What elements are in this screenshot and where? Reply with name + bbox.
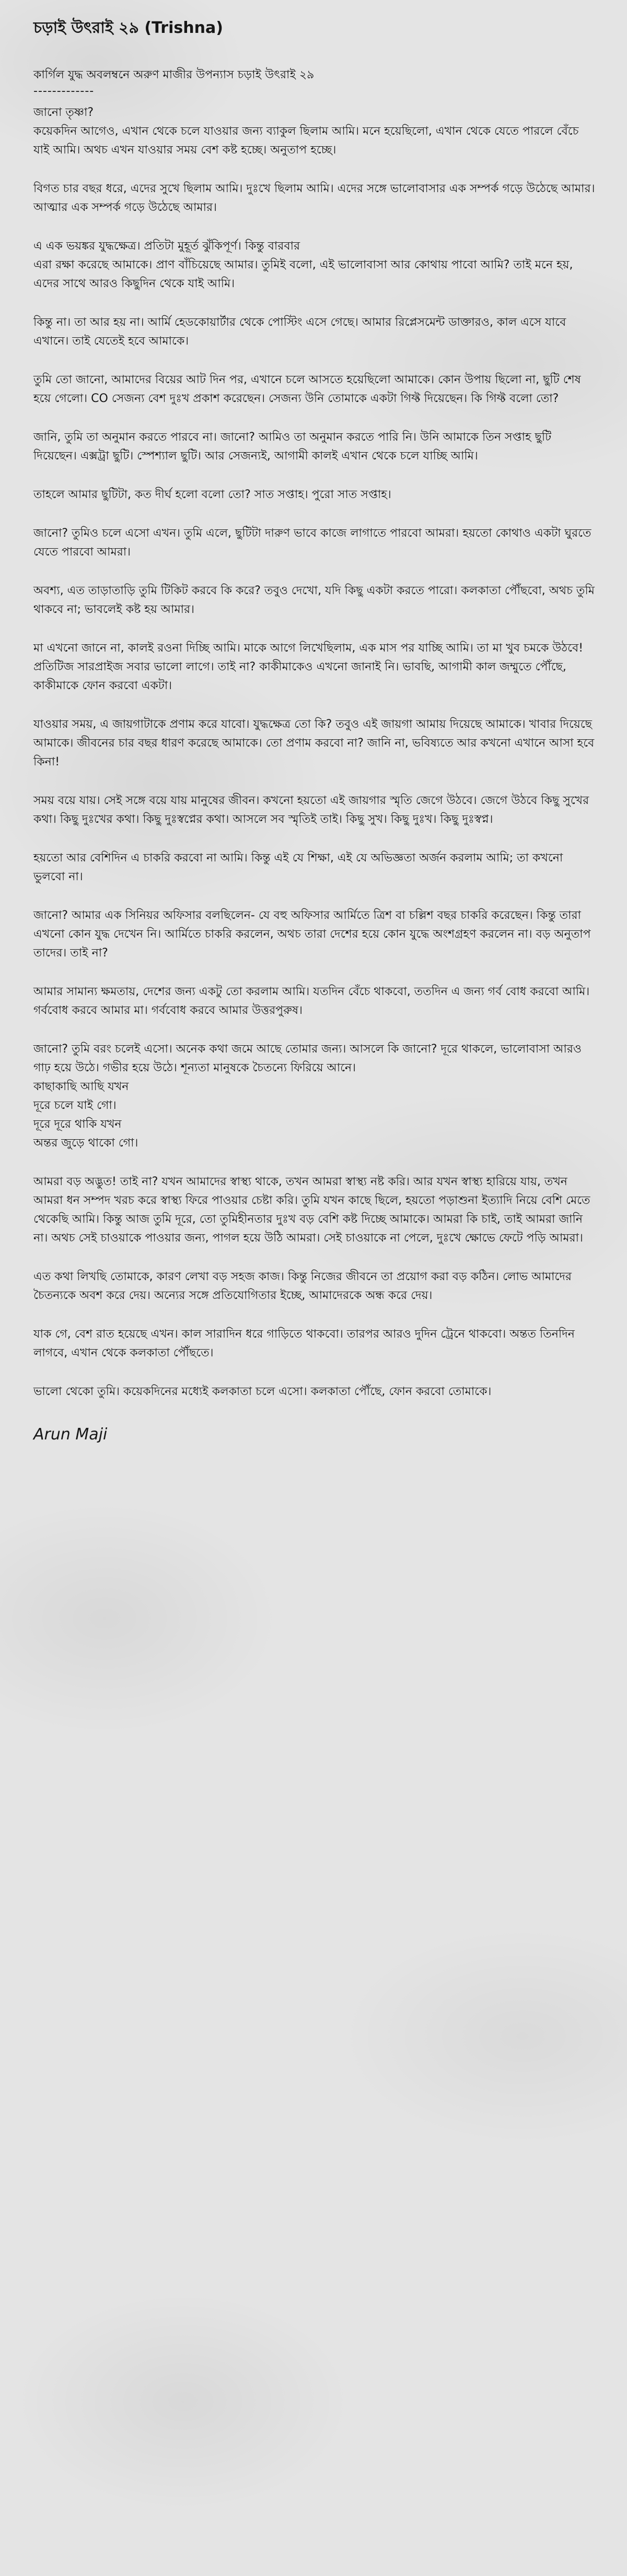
paragraph-20: ভালো থেকো তুমি। কয়েকদিনের মধ্যেই কলকাতা চলে এসো। কলকাতা পৌঁছে, ফোন করবো তোমাকে। [33, 1385, 492, 1398]
paragraph-13: হয়তো আর বেশিদিন এ চাকরি করবো না আমি। কিন্তু এই যে শিক্ষা, এই যে অভিজ্ঞতা অর্জন করলাম আমি; তা কখনো ভুলবো না। [33, 852, 563, 883]
paragraph-8: জানো? তুমিও চলে এসো এখন। তুমি এলে, ছুটিটা দারুণ ভাবে কাজে লাগাতে পারবো আমরা। হয়তো কোথাও একটা ঘুরতে যেতে পারবো আমরা। [33, 527, 591, 559]
subtitle: কার্গিল যুদ্ধ অবলম্বনে অরুণ মাজীর উপন্যাস চড়াই উৎরাই ২৯ [33, 68, 315, 81]
paragraph-7: তাহলে আমার ছুটিটা, কত দীর্ঘ হলো বলো তো? সাত সপ্তাহ। পুরো সাত সপ্তাহ। [33, 488, 391, 501]
paragraph-10: মা এখনো জানে না, কালই রওনা দিচ্ছি আমি। মাকে আগে লিখেছিলাম, এক মাস পর যাচ্ছি আমি। তা মা খুব চমকে উঠবে! প্রতিটিজ সারপ্রাইজ সবার ভালো লাগে। তাই না? কাকীমাকেও এখনো জানাই নি। ভাবছি, আগামী কাল জম্মুতে পৌঁছে, কাকীমাকে ফোন করবো একটা। [33, 642, 584, 692]
paragraph-6: জানি, তুমি তা অনুমান করতে পারবে না। জানো? আমিও তা অনুমান করতে পারি নি। উনি আমাকে তিন সপ্তাহ ছুটি দিয়েছেন। এক্সট্রা ছুটি। স্পেশ্যাল ছুটি। আর সেজন্যই, আগামী কালই এখান থেকে চলে যাচ্ছি আমি। [33, 431, 552, 463]
paragraph-17: আমরা বড় অদ্ভুত! তাই না? যখন আমাদের স্বাস্থ্য থাকে, তখন আমরা স্বাস্থ্য নষ্ট করি। আর যখন স্বাস্থ্য হারিয়ে যায়, তখন আমরা ধন সম্পদ খরচ করে স্বাস্থ্য ফিরে পাওয়ার চেষ্টা করি। তুমি যখন কাছে ছিলে, হয়তো পড়াশুনা ইত্যাদি নিয়ে বেশি মেতে থেকেছি আমি। কিন্তু আজ তুমি দূরে, তো তুমিহীনতার দুঃখ বড় বেশি কষ্ট দিচ্ছে আমাকে। আমরা কি চাই, তাই আমরা জানি না। অথচ সেই চাওয়াকে পাওয়ার জন্য, পাগল হয়ে উঠি আমরা। সেই চাওয়াকে না পেলে, দুঃখে ক্ষোভে ফেটে পড়ি আমরা। [33, 1175, 590, 1245]
paragraph-4: কিন্তু না। তা আর হয় না। আর্মি হেডকোয়ার্টার থেকে পোস্টিং এসে গেছে। আমার রিপ্লেসমেন্ট ডাক্তারও, কাল এসে যাবে এখানে। তাই যেতেই হবে আমাকে। [33, 316, 566, 348]
paragraph-3: এ এক ভয়ঙ্কর যুদ্ধক্ষেত্র। প্রতিটা মুহূর্ত ঝুঁকিপূর্ণ। কিন্তু বারবার এরা রক্ষা করেছে আমাকে। প্রাণ বাঁচিয়েছে আমার। তুমিই বলো, এই ভালোবাসা আর কোথায় পাবো আমি? তাই মনে হয়, এদের সাথে আরও কিছুদিন থেকে যাই আমি। [33, 240, 573, 290]
paragraph-18: এত কথা লিখছি তোমাকে, কারণ লেখা বড় সহজ কাজ। কিন্তু নিজের জীবনে তা প্রয়োগ করা বড় কঠিন। লোভ আমাদের চৈতন্যকে অবশ করে দেয়। অন্যের সঙ্গে প্রতিযোগিতার ইচ্ছে, আমাদেরকে অন্ধ করে দেয়। [33, 1270, 572, 1302]
divider-line: ------------- [33, 85, 95, 98]
paragraph-14: জানো? আমার এক সিনিয়র অফিসার বলছিলেন- যে বহু অফিসার আর্মিতে ত্রিশ বা চল্লিশ বছর চাকরি করেছেন। কিন্তু তারা এখনো কোন যুদ্ধ দেখেন নি। আর্মিতে চাকরি করলেন, অথচ তারা দেশের হয়ে কোন যুদ্ধে অংশগ্রহণ করলেন না। বড় অনুতাপ তাদের। তাই না? [33, 909, 591, 960]
author-signature: Arun Maji [33, 1425, 108, 1444]
paragraph-12: সময় বয়ে যায়। সেই সঙ্গে বয়ে যায় মানুষের জীবন। কখনো হয়তো এই জায়গার স্মৃতি জেগে উঠবে। জেগে উঠবে কিছু সুখের কথা। কিছু দুঃখের কথা। কিছু দুঃস্বপ্নের কথা। আসলে সব স্মৃতিই তাই। কিছু সুখ। কিছু দুঃখ। কিছু দুঃস্বপ্ন। [33, 794, 589, 826]
paragraph-16-with-poem: জানো? তুমি বরং চলেই এসো। অনেক কথা জমে আছে তোমার জন্য। আসলে কি জানো? দূরে থাকলে, ভালোবাসা আরও গাঢ় হয়ে উঠে। গভীর হয়ে উঠে। শূন্যতা মানুষকে চৈতন্যে ফিরিয়ে আনে। কাছাকাছি আছি যখন দূরে চলে যাই গো। দূরে দূরে থাকি যখন অন্তর জুড়ে থাকো গো। [33, 1043, 582, 1150]
paragraph-11: যাওয়ার সময়, এ জায়গাটাকে প্রণাম করে যাবো। যুদ্ধক্ষেত্র তো কি? তবুও এই জায়গা আমায় দিয়েছে আমাকে। খাবার দিয়েছে আমাকে। জীবনের চার বছর ধারণ করেছে আমাকে। তো প্রণাম করবো না? জানি না, ভবিষ্যতে আর কখনো এখানে আসা হবে কিনা! [33, 718, 595, 769]
paragraph-2: বিগত চার বছর ধরে, এদের সুখে ছিলাম আমি। দুঃখে ছিলাম আমি। এদের সঙ্গে ভালোবাসার এক সম্পর্ক গড়ে উঠেছে আমার। আত্মার এক সম্পর্ক গড়ে উঠেছে আমার। [33, 182, 595, 214]
paragraph-15: আমার সামান্য ক্ষমতায়, দেশের জন্য একটু তো করলাম আমি। যতদিন বেঁচে থাকবো, ততদিন এ জন্য গর্ব বোধ করবো আমি। গর্ববোধ করবে আমার মা। গর্ববোধ করবে আমার উত্তরপুরুষ। [33, 985, 590, 1017]
paragraph-1: জানো তৃষ্ণা? কয়েকদিন আগেও, এখান থেকে চলে যাওয়ার জন্য ব্যাকুল ছিলাম আমি। মনে হয়েছিলো, এখান থেকে যেতে পারলে বেঁচে যাই আমি। অথচ এখন যাওয়ার সময় বেশ কষ্ট হচ্ছে। অনুতাপ হচ্ছে। [33, 106, 579, 157]
document-body [33, 18, 598, 1445]
page-title: চড়াই উৎরাই ২৯ (Trishna) [33, 19, 223, 37]
paragraph-19: যাক গে, বেশ রাত হয়েছে এখন। কাল সারাদিন ধরে গাড়িতে থাকবো। তারপর আরও দুদিন ট্রেনে থাকবো। অন্তত তিনদিন লাগবে, এখান থেকে কলকাতা পৌঁছতে। [33, 1328, 575, 1360]
paragraph-9: অবশ্য, এত তাড়াতাড়ি তুমি টিকিট করবে কি করে? তবুও দেখো, যদি কিছু একটা করতে পারো। কলকাতা পৌঁছবো, অথচ তুমি থাকবে না; ভাবলেই কষ্ট হয় আমার। [33, 584, 595, 616]
paragraph-5: তুমি তো জানো, আমাদের বিয়ের আট দিন পর, এখানে চলে আসতে হয়েছিলো আমাকে। কোন উপায় ছিলো না, ছুটি শেষ হয়ে গেলো। CO সেজন্য বেশ দুঃখ প্রকাশ করেছেন। সেজন্য উনি তোমাকে একটা গিফ্ট দিয়েছেন। কি গিফ্ট বলো তো? [33, 373, 581, 405]
